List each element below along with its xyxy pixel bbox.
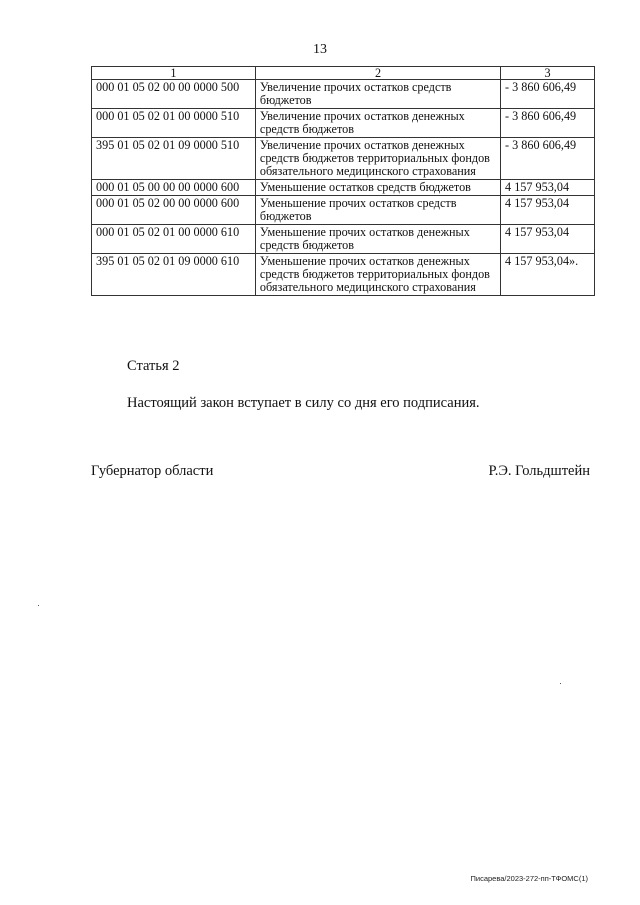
article-title: Статья 2 <box>127 358 180 374</box>
table-row <box>92 80 595 109</box>
column-header: 2 <box>255 67 500 80</box>
table-row <box>92 225 595 254</box>
budget-code-cell: 395 01 05 02 01 09 0000 510 <box>92 138 256 180</box>
budget-sources-table <box>91 66 595 296</box>
column-header: 3 <box>501 67 595 80</box>
signatory-name: Р.Э. Гольдштейн <box>488 463 590 479</box>
scan-speck <box>560 683 561 684</box>
item-name-cell: Уменьшение прочих остатков денежных средств бюджетов <box>255 225 500 254</box>
scan-speck <box>38 605 39 606</box>
table-row <box>92 254 595 296</box>
item-name-cell: Уменьшение прочих остатков средств бюджетов <box>255 196 500 225</box>
amount-cell: - 3 860 606,49 <box>501 138 595 180</box>
budget-code-cell: 000 01 05 02 01 00 0000 610 <box>92 225 256 254</box>
amount-cell: - 3 860 606,49 <box>501 80 595 109</box>
signatory-title: Губернатор области <box>91 463 214 479</box>
budget-code-cell: 000 01 05 00 00 00 0000 600 <box>92 180 256 196</box>
item-name-cell: Увеличение прочих остатков средств бюджетов <box>255 80 500 109</box>
amount-cell: - 3 860 606,49 <box>501 109 595 138</box>
column-header: 1 <box>92 67 256 80</box>
table-row <box>92 138 595 180</box>
item-name-cell: Увеличение прочих остатков денежных средств бюджетов <box>255 109 500 138</box>
amount-cell: 4 157 953,04». <box>501 254 595 296</box>
amount-cell: 4 157 953,04 <box>501 196 595 225</box>
article-text: Настоящий закон вступает в силу со дня его подписания. <box>127 395 480 411</box>
budget-code-cell: 000 01 05 02 00 00 0000 500 <box>92 80 256 109</box>
item-name-cell: Уменьшение прочих остатков денежных средств бюджетов территориальных фондов обязательного медицинского страхования <box>255 254 500 296</box>
budget-code-cell: 000 01 05 02 01 00 0000 510 <box>92 109 256 138</box>
table-row <box>92 196 595 225</box>
budget-code-cell: 000 01 05 02 00 00 0000 600 <box>92 196 256 225</box>
table-row <box>92 180 595 196</box>
amount-cell: 4 157 953,04 <box>501 180 595 196</box>
budget-code-cell: 395 01 05 02 01 09 0000 610 <box>92 254 256 296</box>
table-row <box>92 109 595 138</box>
item-name-cell: Уменьшение остатков средств бюджетов <box>255 180 500 196</box>
table-header-row <box>92 67 595 80</box>
amount-cell: 4 157 953,04 <box>501 225 595 254</box>
item-name-cell: Увеличение прочих остатков денежных средств бюджетов территориальных фондов обязательного медицинского страхования <box>255 138 500 180</box>
document-reference: Писарева/2023-272-пп-ТФОМС(1) <box>470 874 588 883</box>
page-number: 13 <box>313 42 327 57</box>
